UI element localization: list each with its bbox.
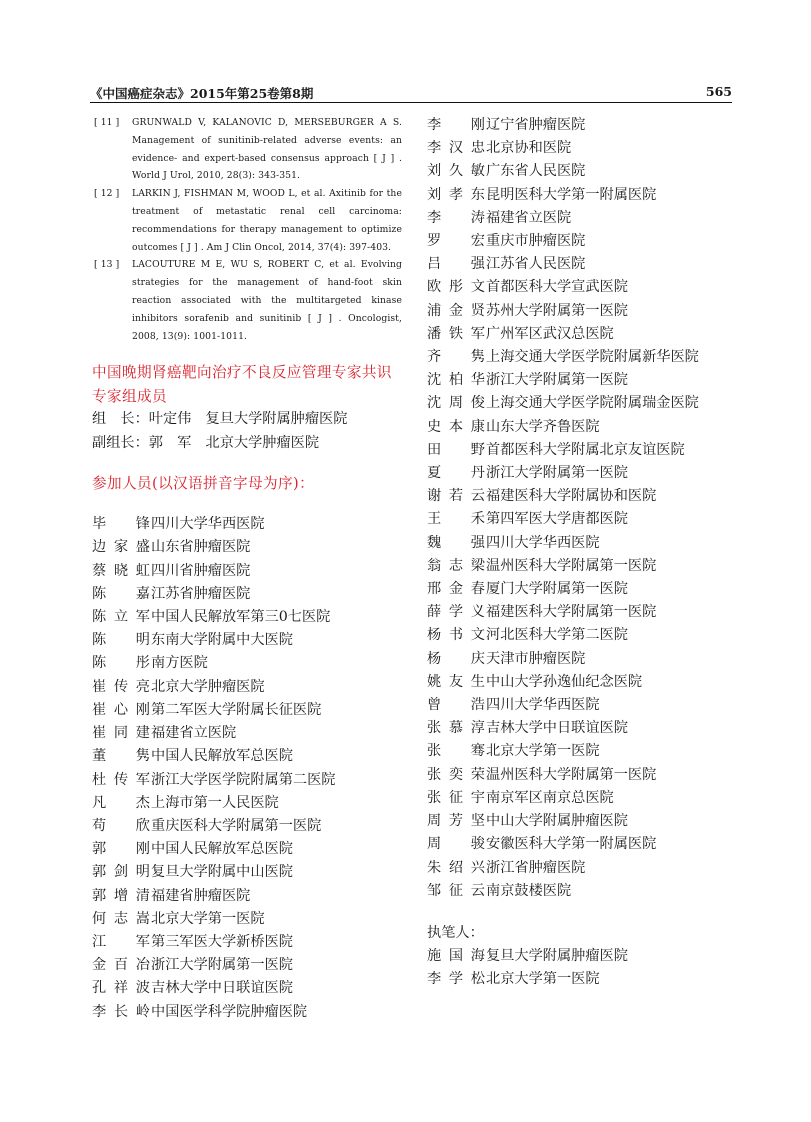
member-row [427, 694, 747, 717]
member-affiliation: 天津市肿瘤医院 [486, 650, 586, 667]
member-name: 崔同建 [92, 725, 150, 742]
member-affiliation: 厦门大学附属第一医院 [486, 581, 628, 598]
member-row [427, 648, 747, 671]
member-row [427, 532, 747, 555]
member-affiliation: 首都医科大学附属北京友谊医院 [486, 441, 685, 458]
member-name: 蔡晓虹 [92, 562, 150, 579]
member-name: 郭增清 [92, 887, 150, 904]
member-name: 孔祥波 [92, 980, 150, 997]
member-name: 王禾 [427, 511, 485, 528]
member-name: 邢金春 [427, 581, 485, 598]
member-affiliation: 山东大学齐鲁医院 [486, 418, 600, 435]
reference-number: [ 12 ] [94, 188, 120, 200]
member-name: 凡杰 [92, 794, 150, 811]
member-affiliation: 南京军区南京总医院 [486, 789, 614, 806]
member-row [92, 652, 402, 675]
member-row [427, 810, 747, 833]
panel-leader: 组 长：叶定伟 复旦大学附属肿瘤医院 [92, 411, 348, 428]
member-name: 苟欣 [92, 817, 150, 834]
member-name: 李汉忠 [427, 140, 485, 157]
writers-label: 执笔人： [427, 924, 484, 941]
member-affiliation: 东南大学附属中大医院 [151, 632, 293, 649]
member-row [427, 833, 747, 856]
member-row [92, 699, 402, 722]
member-affiliation: 中山大学孙逸仙纪念医院 [486, 673, 643, 690]
member-affiliation: 中国人民解放军总医院 [151, 841, 293, 858]
member-row [92, 885, 402, 908]
member-row [92, 722, 402, 745]
header-rule [90, 102, 732, 103]
member-row [92, 954, 402, 977]
member-name: 施国海 [427, 948, 485, 965]
member-name: 曾浩 [427, 697, 485, 714]
member-name: 周芳坚 [427, 813, 485, 830]
member-affiliation: 浙江大学附属第一医院 [486, 372, 628, 389]
member-row [427, 230, 747, 253]
member-affiliation: 安徽医科大学第一附属医院 [486, 836, 657, 853]
member-row [427, 555, 747, 578]
member-affiliation: 南方医院 [151, 655, 208, 672]
member-name: 吕强 [427, 256, 485, 273]
member-row [427, 787, 747, 810]
member-affiliation: 中国人民解放军总医院 [151, 748, 293, 765]
right-column [427, 114, 747, 992]
member-affiliation: 四川大学华西医院 [486, 534, 600, 551]
member-name: 崔传亮 [92, 678, 150, 695]
member-row [92, 1001, 402, 1024]
member-row [92, 977, 402, 1000]
member-name: 何志嵩 [92, 910, 150, 927]
reference-number: [ 13 ] [94, 259, 120, 271]
member-affiliation: 北京协和医院 [486, 140, 572, 157]
member-affiliation: 中国人民解放军第三0七医院 [151, 609, 331, 626]
member-row [427, 439, 747, 462]
member-name: 沈周俊 [427, 395, 485, 412]
member-affiliation: 四川大学华西医院 [486, 697, 600, 714]
member-row [427, 392, 747, 415]
member-affiliation: 苏州大学附属第一医院 [486, 302, 628, 319]
member-name: 郭剑明 [92, 864, 150, 881]
member-row [427, 671, 747, 694]
reference-item [92, 256, 402, 345]
members-right-list [427, 114, 747, 903]
journal-title: 《中国癌症杂志》2015年第25卷第8期 [90, 86, 314, 101]
panel-deputy: 副组长：郭 军 北京大学肿瘤医院 [92, 434, 320, 451]
member-row [427, 300, 747, 323]
member-row [92, 838, 402, 861]
member-row [427, 462, 747, 485]
member-affiliation: 南京鼓楼医院 [486, 882, 572, 899]
member-row [92, 792, 402, 815]
member-affiliation: 福建省立医院 [151, 725, 237, 742]
member-name: 夏丹 [427, 465, 485, 482]
member-row [427, 160, 747, 183]
member-name: 江军 [92, 933, 150, 950]
member-affiliation: 昆明医科大学第一附属医院 [486, 186, 657, 203]
writer-row [427, 968, 747, 991]
reference-text: LACOUTURE M E, WU S, ROBERT C, et al. Evolving strategies for the management of hand-foot skin reaction associated with the multitargeted kinase inhibitors sorafenib and sunitinib [ J ] . Oncologist, 2008, 13(9): 1001-1011. [132, 259, 402, 342]
member-affiliation: 复旦大学附属中山医院 [151, 864, 293, 881]
member-name: 杨庆 [427, 650, 485, 667]
member-row [427, 253, 747, 276]
member-name: 杨书文 [427, 627, 485, 644]
member-affiliation: 吉林大学中日联谊医院 [486, 720, 628, 737]
member-affiliation: 四川大学华西医院 [151, 516, 265, 533]
reference-text: LARKIN J, FISHMAN M, WOOD L, et al. Axitinib for the treatment of metastatic renal cell carcinoma: recommendations for therapy management to optimize outcomes [ J ] . Am J Clin Oncol, 2014, 37(4): 397-403. [132, 188, 402, 253]
members-left-list [92, 513, 402, 1023]
member-name: 毕锋 [92, 516, 150, 533]
member-row [427, 137, 747, 160]
member-affiliation: 温州医科大学附属第一医院 [486, 766, 657, 783]
member-affiliation: 上海市第一人民医院 [151, 794, 279, 811]
member-row [427, 369, 747, 392]
member-affiliation: 温州医科大学附属第一医院 [486, 557, 657, 574]
member-affiliation: 北京大学第一医院 [486, 743, 600, 760]
member-row [427, 485, 747, 508]
member-affiliation: 辽宁省肿瘤医院 [486, 117, 586, 133]
member-affiliation: 重庆市肿瘤医院 [486, 233, 586, 250]
member-row [427, 416, 747, 439]
member-affiliation: 浙江省肿瘤医院 [486, 859, 586, 876]
member-name: 杜传军 [92, 771, 150, 788]
member-name: 刘孝东 [427, 186, 485, 203]
member-affiliation: 中国医学科学院肿瘤医院 [151, 1003, 308, 1020]
member-name: 邹征云 [427, 882, 485, 899]
member-name: 金百冶 [92, 957, 150, 974]
member-row [92, 629, 402, 652]
member-name: 陈彤 [92, 655, 150, 672]
member-row [427, 578, 747, 601]
left-column [92, 114, 402, 1024]
member-name: 欧彤文 [427, 279, 485, 296]
member-affiliation: 山东省肿瘤医院 [151, 539, 251, 556]
member-affiliation: 第三军医大学新桥医院 [151, 933, 293, 950]
member-affiliation: 江苏省人民医院 [486, 256, 586, 273]
member-name: 潘铁军 [427, 325, 485, 342]
member-row [92, 931, 402, 954]
member-affiliation: 北京大学第一医院 [151, 910, 265, 927]
member-name: 张慕淳 [427, 720, 485, 737]
member-affiliation: 浙江大学医学院附属第二医院 [151, 771, 336, 788]
member-name: 史本康 [427, 418, 485, 435]
member-affiliation: 浙江大学附属第一医院 [486, 465, 628, 482]
reference-item [92, 185, 402, 256]
reference-list [92, 114, 402, 345]
member-row [427, 740, 747, 763]
member-affiliation: 首都医科大学宣武医院 [486, 279, 628, 296]
member-affiliation: 第二军医大学附属长征医院 [151, 701, 322, 718]
member-row [427, 323, 747, 346]
member-name: 姚友生 [427, 673, 485, 690]
member-affiliation: 福建省肿瘤医院 [151, 887, 251, 904]
member-row [92, 536, 402, 559]
page-number: 565 [705, 84, 732, 99]
member-row [92, 769, 402, 792]
member-row [92, 676, 402, 699]
member-row [92, 583, 402, 606]
member-affiliation: 四川省肿瘤医院 [151, 562, 251, 579]
member-row [427, 624, 747, 647]
member-name: 刘久敏 [427, 163, 485, 180]
member-name: 陈嘉 [92, 585, 150, 602]
member-name: 翁志梁 [427, 557, 485, 574]
member-row [427, 601, 747, 624]
member-row [92, 560, 402, 583]
member-affiliation: 河北医科大学第二医院 [486, 627, 628, 644]
member-row [427, 880, 747, 903]
member-name: 张奕荣 [427, 766, 485, 783]
member-affiliation: 吉林大学中日联谊医院 [151, 980, 293, 997]
member-row [427, 508, 747, 531]
member-name: 李学松 [427, 971, 485, 988]
member-name: 魏强 [427, 534, 485, 551]
writers-list [427, 945, 747, 991]
reference-item [92, 114, 402, 185]
member-name: 浦金贤 [427, 302, 485, 319]
member-name: 陈立军 [92, 609, 150, 626]
member-row [92, 513, 402, 536]
member-name: 罗宏 [427, 233, 485, 250]
member-name: 张骞 [427, 743, 485, 760]
member-name: 谢若云 [427, 488, 485, 505]
member-affiliation: 重庆医科大学附属第一医院 [151, 817, 322, 834]
member-row [427, 717, 747, 740]
member-name: 董隽 [92, 748, 150, 765]
member-name: 薛学义 [427, 604, 485, 621]
running-header [90, 82, 732, 102]
member-row [92, 745, 402, 768]
member-row [427, 276, 747, 299]
member-row [427, 207, 747, 230]
member-affiliation: 中山大学附属肿瘤医院 [486, 813, 628, 830]
member-row [427, 346, 747, 369]
member-name: 李涛 [427, 209, 485, 226]
member-row [92, 606, 402, 629]
member-name: 边家盛 [92, 539, 150, 556]
member-row [427, 857, 747, 880]
member-affiliation: 福建医科大学附属第一医院 [486, 604, 657, 621]
member-name: 崔心刚 [92, 701, 150, 718]
member-affiliation: 北京大学第一医院 [486, 971, 600, 988]
member-row [92, 908, 402, 931]
reference-number: [ 11 ] [94, 117, 120, 128]
member-name: 齐隽 [427, 349, 485, 366]
member-name: 朱绍兴 [427, 859, 485, 876]
member-row [427, 184, 747, 207]
member-affiliation: 福建医科大学附属协和医院 [486, 488, 657, 505]
member-name: 田野 [427, 441, 485, 458]
reference-text: GRUNWALD V, KALANOVIC D, MERSEBURGER A S. Management of sunitinib-related adverse events: an evidence- and expert-based consensus approach [ J ] . World J Urol, 2010, 28(3): 343-351. [132, 117, 402, 182]
member-affiliation: 广东省人民医院 [486, 163, 586, 180]
member-affiliation: 第四军医大学唐都医院 [486, 511, 628, 528]
panel-title: 中国晚期肾癌靶向治疗不良反应管理专家共识专家组成员 [92, 364, 392, 405]
member-name: 沈柏华 [427, 372, 485, 389]
writer-row [427, 945, 747, 968]
member-affiliation: 广州军区武汉总医院 [486, 325, 614, 342]
member-row [92, 861, 402, 884]
member-affiliation: 上海交通大学医学院附属瑞金医院 [486, 395, 699, 412]
member-affiliation: 福建省立医院 [486, 209, 572, 226]
member-affiliation: 北京大学肿瘤医院 [151, 678, 265, 695]
member-name: 张征宇 [427, 789, 485, 806]
member-affiliation: 江苏省肿瘤医院 [151, 585, 251, 602]
member-row [427, 114, 747, 137]
member-affiliation: 复旦大学附属肿瘤医院 [486, 948, 628, 965]
member-row [427, 764, 747, 787]
member-affiliation: 上海交通大学医学院附属新华医院 [486, 349, 699, 366]
participants-title: 参加人员(以汉语拼音字母为序)： [92, 474, 315, 492]
member-name: 李刚 [427, 117, 485, 133]
member-name: 陈明 [92, 632, 150, 649]
member-name: 郭刚 [92, 841, 150, 858]
member-name: 李长岭 [92, 1003, 150, 1020]
member-row [92, 815, 402, 838]
member-affiliation: 浙江大学附属第一医院 [151, 957, 293, 974]
member-name: 周骏 [427, 836, 485, 853]
